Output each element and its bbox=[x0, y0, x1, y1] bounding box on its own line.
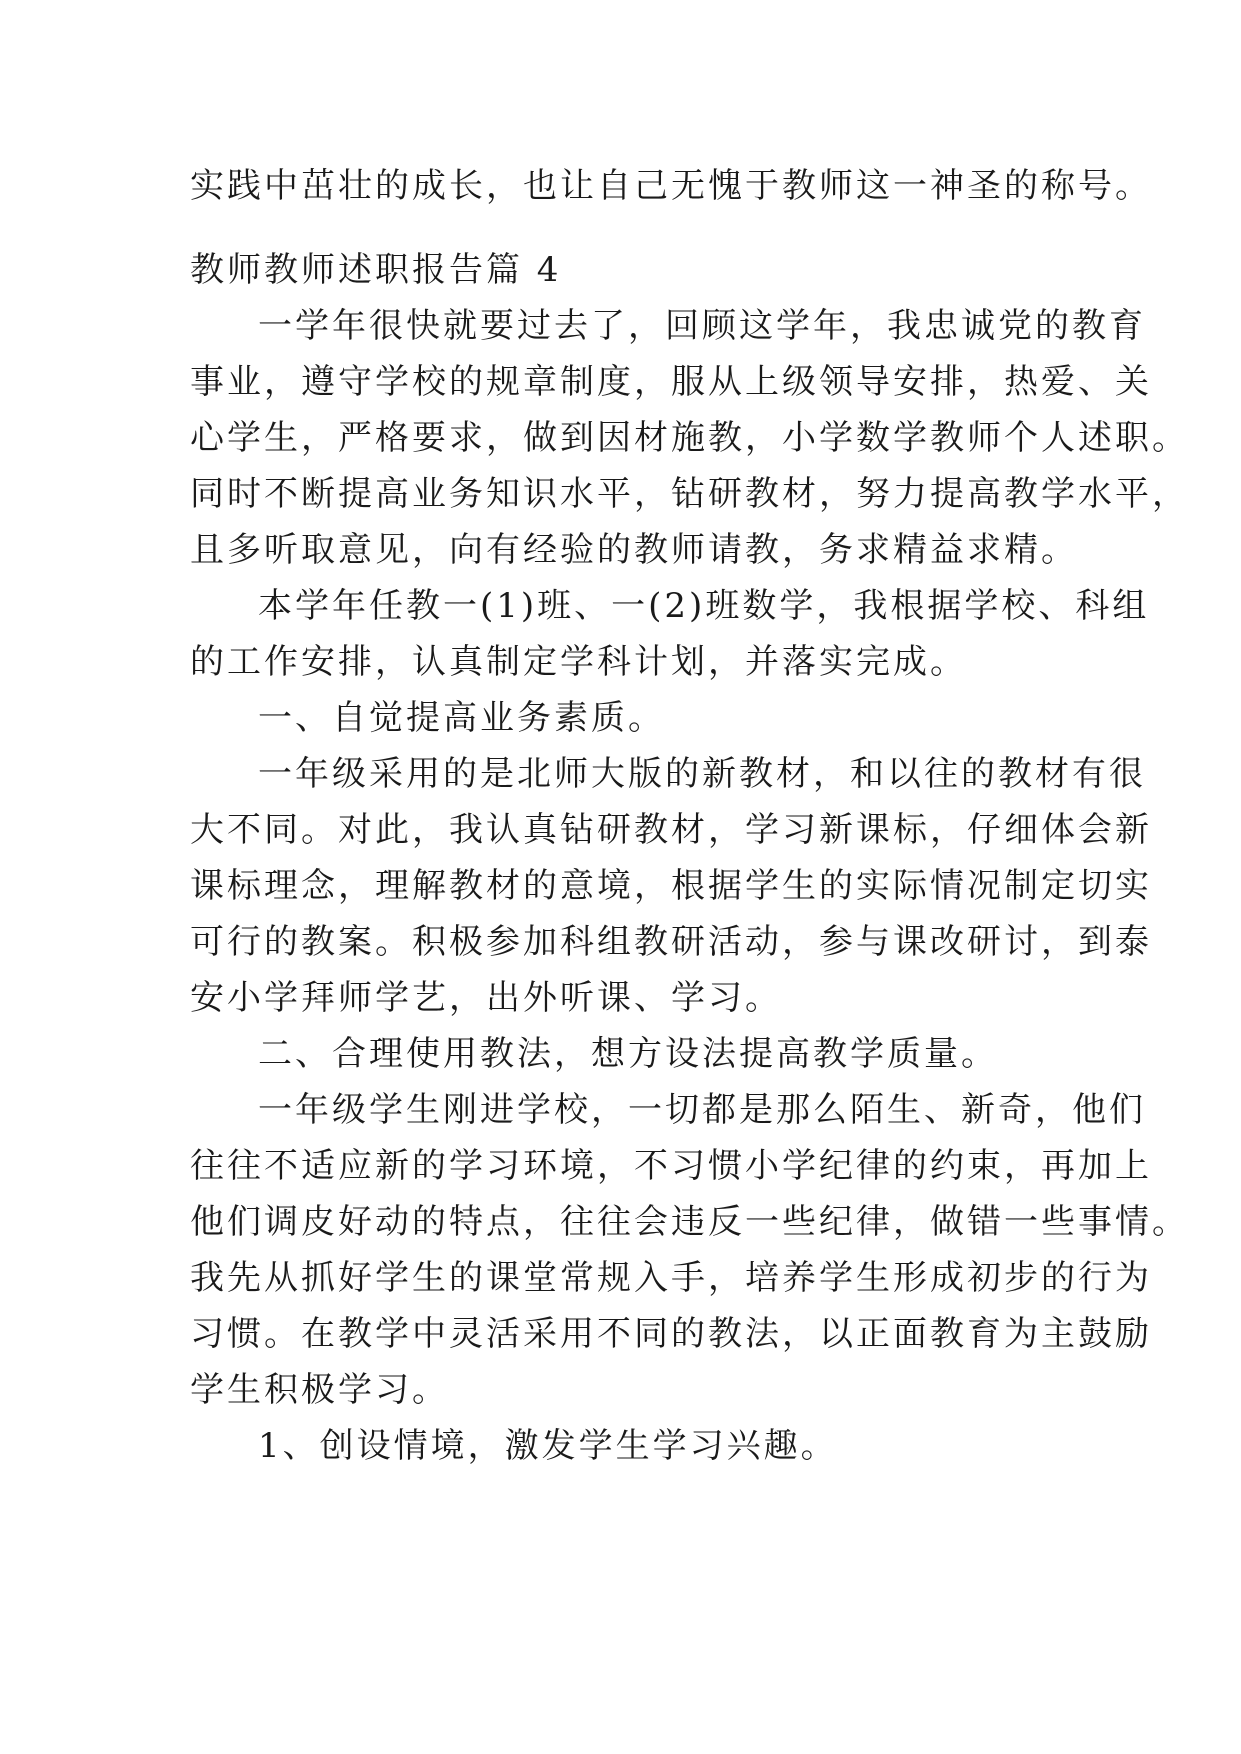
text-line: 习惯。在教学中灵活采用不同的教法，以正面教育为主鼓励 bbox=[190, 1314, 1152, 1354]
text-line: 本学年任教一(1)班、一(2)班数学，我根据学校、科组 bbox=[258, 586, 1150, 626]
text-line: 我先从抓好学生的课堂常规入手，培养学生形成初步的行为 bbox=[190, 1258, 1152, 1298]
text-line: 心学生，严格要求，做到因材施教，小学数学教师个人述职。 bbox=[190, 418, 1189, 458]
text-line: 大不同。对此，我认真钻研教材，学习新课标，仔细体会新 bbox=[190, 810, 1152, 850]
text-line: 一年级学生刚进学校，一切都是那么陌生、新奇，他们 bbox=[258, 1090, 1146, 1130]
text-line: 事业，遵守学校的规章制度，服从上级领导安排，热爱、关 bbox=[190, 362, 1152, 402]
text-line: 往往不适应新的学习环境，不习惯小学纪律的约束，再加上 bbox=[190, 1146, 1152, 1186]
text-line: 一学年很快就要过去了，回顾这学年，我忠诚党的教育 bbox=[258, 306, 1146, 346]
text-line: 安小学拜师学艺，出外听课、学习。 bbox=[190, 978, 782, 1018]
text-line: 同时不断提高业务知识水平，钻研教材，努力提高教学水平， bbox=[190, 474, 1189, 514]
subsection-heading: 二、合理使用教法，想方设法提高教学质量。 bbox=[258, 1034, 998, 1074]
text-line: 且多听取意见，向有经验的教师请教，务求精益求精。 bbox=[190, 530, 1078, 570]
text-line: 一年级采用的是北师大版的新教材，和以往的教材有很 bbox=[258, 754, 1146, 794]
text-line: 他们调皮好动的特点，往往会违反一些纪律，做错一些事情。 bbox=[190, 1202, 1189, 1242]
subsection-heading: 一、自觉提高业务素质。 bbox=[258, 698, 665, 738]
text-line: 实践中茁壮的成长，也让自己无愧于教师这一神圣的称号。 bbox=[190, 166, 1152, 206]
text-line: 可行的教案。积极参加科组教研活动，参与课改研讨，到泰 bbox=[190, 922, 1152, 962]
list-item-heading: 1、创设情境，激发学生学习兴趣。 bbox=[258, 1426, 838, 1466]
text-line: 课标理念，理解教材的意境，根据学生的实际情况制定切实 bbox=[190, 866, 1152, 906]
section-heading: 教师教师述职报告篇 4 bbox=[190, 250, 562, 290]
text-line: 学生积极学习。 bbox=[190, 1370, 449, 1410]
text-line: 的工作安排，认真制定学科计划，并落实完成。 bbox=[190, 642, 967, 682]
